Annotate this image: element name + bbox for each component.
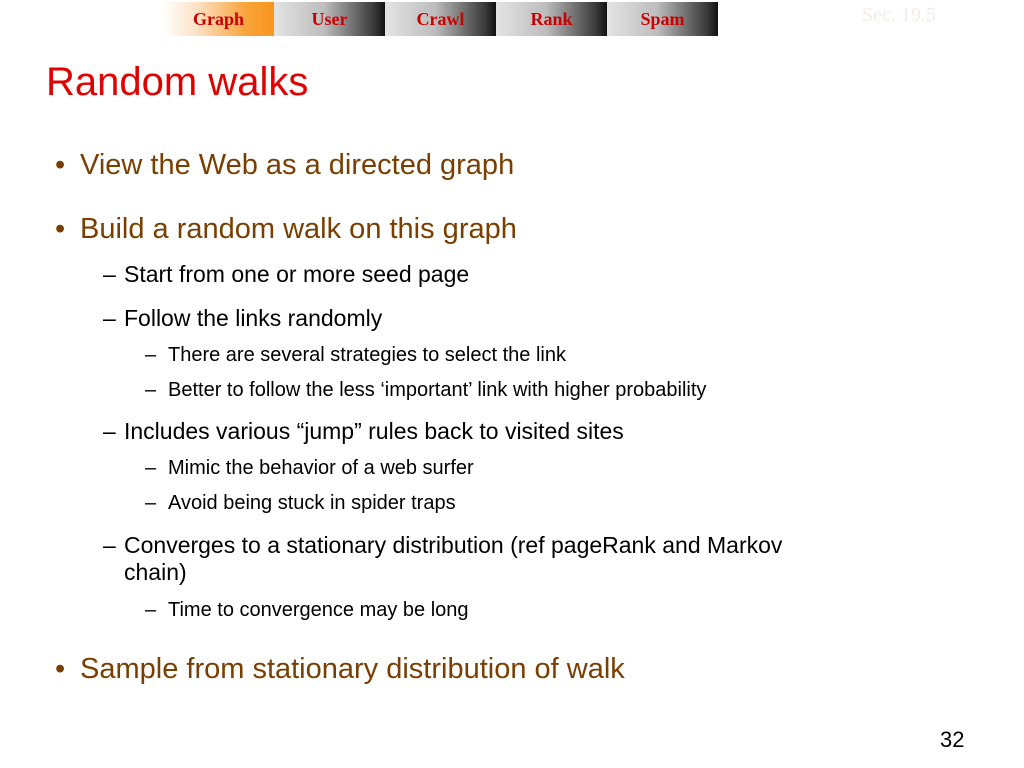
sub-bullet-item <box>103 418 884 445</box>
tab-graph[interactable]: Graph <box>163 2 274 36</box>
sub-bullet-item <box>103 261 884 288</box>
sub-bullet-text: Start from one or more seed page <box>124 261 470 287</box>
sub-sub-bullet-item <box>145 456 928 480</box>
dash-marker: – <box>103 305 116 331</box>
sub-sub-bullet-item <box>145 378 928 402</box>
sub-sub-bullet-item <box>145 491 928 515</box>
slide-title: Random walks <box>46 60 309 104</box>
dash-marker: – <box>103 418 116 444</box>
tab-user[interactable]: User <box>274 2 385 36</box>
sub-sub-bullet-text: Better to follow the less ‘important’ link with higher probability <box>168 379 707 401</box>
dash-marker: – <box>145 344 157 366</box>
bullet-item <box>55 212 960 246</box>
sub-bullet-text: Converges to a stationary distribution (ref pageRank and Markov chain) <box>124 532 783 585</box>
bullet-text: View the Web as a directed graph <box>80 149 515 181</box>
sub-bullet-item <box>103 305 884 332</box>
tab-crawl[interactable]: Crawl <box>385 2 496 36</box>
sub-sub-bullet-text: Avoid being stuck in spider traps <box>168 492 456 514</box>
page-number: 32 <box>940 727 965 752</box>
dash-marker: – <box>103 261 116 287</box>
sub-bullet-text: Includes various “jump” rules back to visited sites <box>124 418 624 444</box>
sub-sub-bullet-text: Mimic the behavior of a web surfer <box>168 457 474 479</box>
bullet-item <box>55 148 960 182</box>
dash-marker: – <box>145 599 157 621</box>
bullet-text: Sample from stationary distribution of walk <box>80 653 625 685</box>
dash-marker: – <box>145 457 157 479</box>
sub-sub-bullet-text: There are several strategies to select the link <box>168 344 566 366</box>
dash-marker: – <box>145 492 157 514</box>
tab-rank[interactable]: Rank <box>496 2 607 36</box>
dash-marker: – <box>145 379 157 401</box>
sub-sub-bullet-item <box>145 343 928 367</box>
bullet-marker: • <box>55 149 66 181</box>
sub-sub-bullet-item <box>145 598 928 622</box>
sub-bullet-item <box>103 532 844 586</box>
bullet-item <box>55 652 960 686</box>
dash-marker: – <box>103 532 116 558</box>
section-reference: Sec. 19.5 <box>862 4 936 26</box>
sub-sub-bullet-text: Time to convergence may be long <box>168 599 469 621</box>
bullet-marker: • <box>55 213 66 245</box>
bullet-text: Build a random walk on this graph <box>80 213 517 245</box>
tab-spam[interactable]: Spam <box>607 2 718 36</box>
sub-bullet-text: Follow the links randomly <box>124 305 383 331</box>
bullet-marker: • <box>55 653 66 685</box>
